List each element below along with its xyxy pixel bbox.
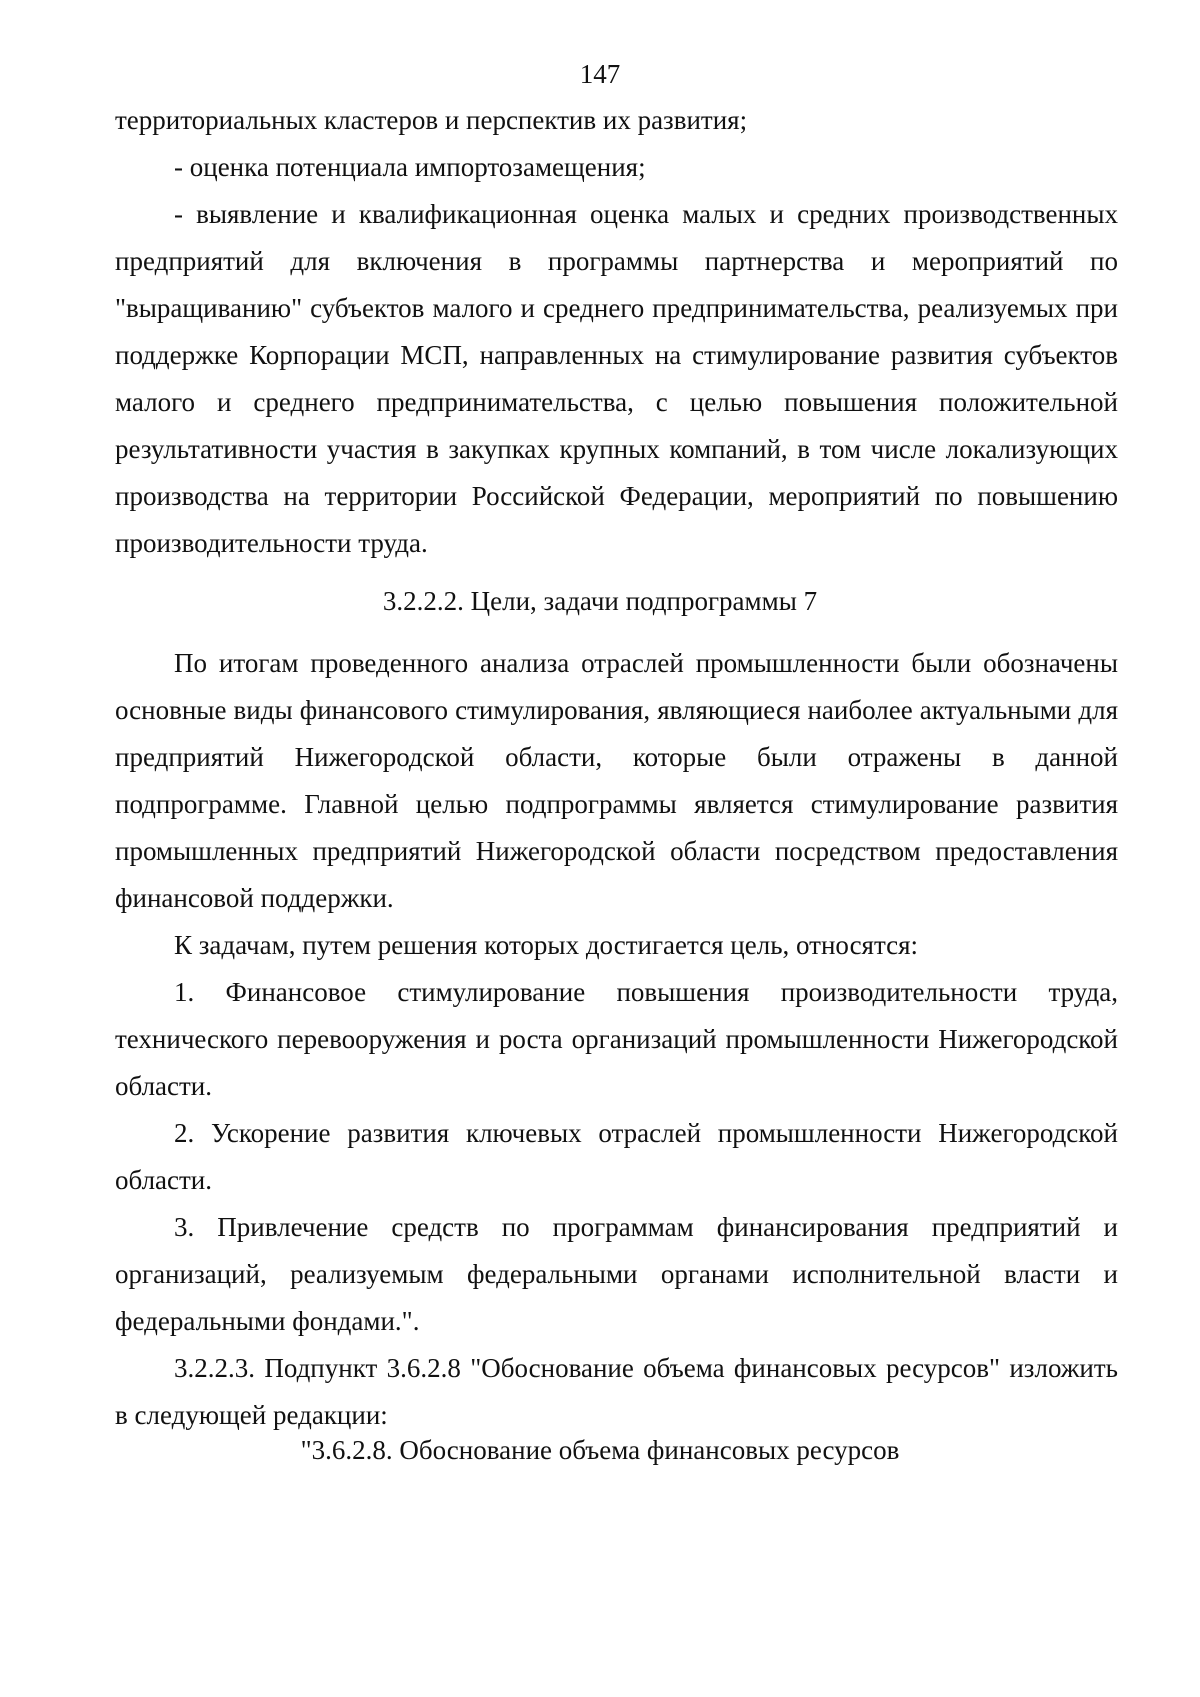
page-number: 147 (579, 59, 621, 89)
list-item-import-substitution: - оценка потенциала импортозамещения; (174, 152, 646, 182)
task-item-1: 1. Финансовое стимулирование повышения производительности труда, технического перевооружения и роста организаций промышленности Нижегородской области. (115, 977, 1118, 1101)
section-heading-financial-resources: "3.6.2.8. Обоснование объема финансовых ресурсов (300, 1435, 900, 1465)
task-item-2: 2. Ускорение развития ключевых отраслей промышленности Нижегородской области. (115, 1118, 1118, 1195)
paragraph-analysis: По итогам проведенного анализа отраслей промышленности были обозначены основные виды финансового стимулирования, являющиеся наиболее актуальными для предприятий Нижегородской области, которые были отражены в данной подпрограмме. Главной целью подпрограммы является стимулирование развития промышленных предприятий Нижегородской области посредством предоставления финансовой поддержки. (115, 648, 1118, 913)
paragraph-tasks-intro: К задачам, путем решения которых достигается цель, относятся: (174, 930, 919, 960)
text-block-top (115, 97, 1118, 567)
task-item-3: 3. Привлечение средств по программам финансирования предприятий и организаций, реализуемым федеральными органами исполнительной власти и федеральными фондами.". (115, 1212, 1118, 1336)
list-item-smb-assessment: - выявление и квалификационная оценка малых и средних производственных предприятий для включения в программы партнерства и мероприятий по "выращиванию" субъектов малого и среднего предпринимательства, реализуемых при поддержке Корпорации МСП, направленных на стимулирование развития субъектов малого и среднего предпринимательства, с целью повышения положительной результативности участия в закупках крупных компаний, в том числе локализующих производства на территории Российской Федерации, мероприятий по повышению производительности труда. (115, 199, 1118, 558)
text-block-goals (115, 640, 1118, 1439)
paragraph-amendment: 3.2.2.3. Подпункт 3.6.2.8 "Обоснование объема финансовых ресурсов" изложить в следующей редакции: (115, 1353, 1118, 1430)
paragraph-continuation: территориальных кластеров и перспектив их развития; (115, 105, 748, 135)
section-heading-goals: 3.2.2.2. Цели, задачи подпрограммы 7 (382, 586, 818, 616)
